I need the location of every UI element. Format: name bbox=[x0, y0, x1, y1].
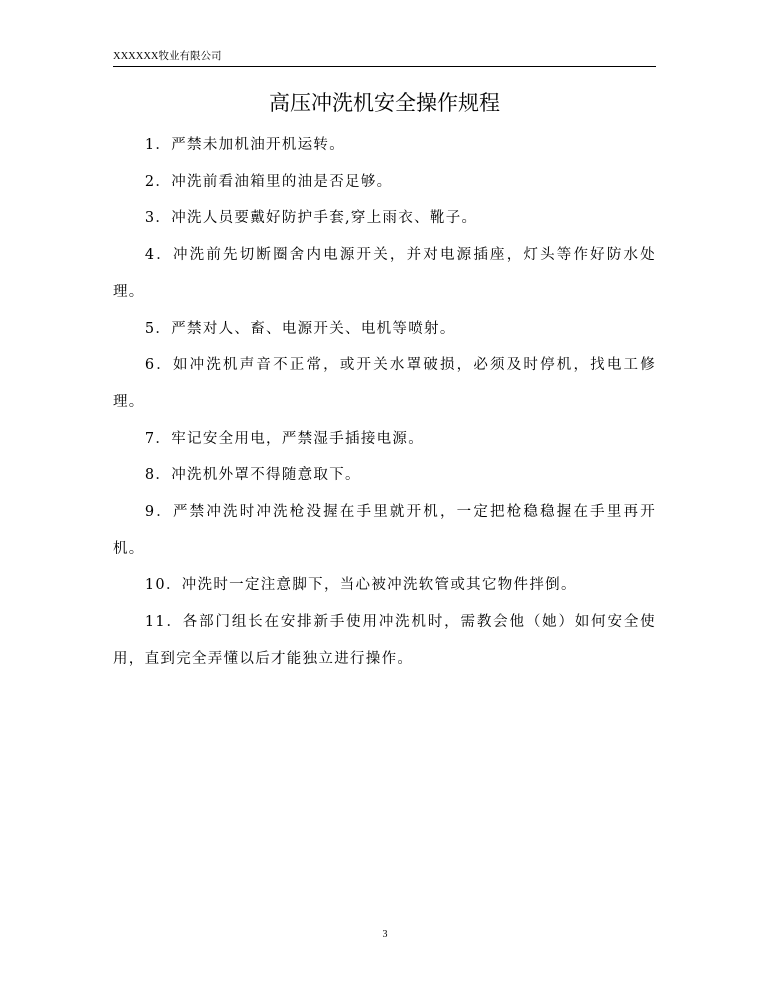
rule-paragraph-8: 8．冲洗机外罩不得随意取下。 bbox=[144, 467, 361, 484]
rule-paragraph-10: 10．冲洗时一定注意脚下，当心被冲洗软管或其它物件拌倒。 bbox=[144, 577, 577, 594]
rule-paragraph-3: 3．冲洗人员要戴好防护手套,穿上雨衣、靴子。 bbox=[144, 210, 478, 227]
page-header bbox=[113, 50, 656, 67]
rule-paragraph-1: 1．严禁未加机油开机运转。 bbox=[144, 137, 346, 153]
rule-paragraph-6: 6．如冲洗机声音不正常，或开关水罩破损，必须及时停机，找电工修理。 bbox=[113, 357, 656, 410]
rule-paragraph-7: 7．牢记安全用电，严禁湿手插接电源。 bbox=[144, 430, 425, 447]
rule-paragraph-9: 9．严禁冲洗时冲洗枪没握在手里就开机，一定把枪稳稳握在手里再开机。 bbox=[113, 504, 656, 557]
rule-paragraph-2: 2．冲洗前看油箱里的油是否足够。 bbox=[144, 173, 393, 190]
rule-paragraph-11: 11．各部门组长在安排新手使用冲洗机时，需教会他（她）如何安全使用，直到完全弄懂以后才能独立进行操作。 bbox=[113, 614, 656, 667]
company-name: XXXXXX牧业有限公司 bbox=[113, 51, 222, 62]
document-body bbox=[113, 127, 656, 678]
page-number: 3 bbox=[382, 929, 388, 940]
document-title: 高压冲洗机安全操作规程 bbox=[269, 91, 500, 115]
rule-paragraph-5: 5．严禁对人、畜、电源开关、电机等喷射。 bbox=[144, 320, 456, 337]
rule-paragraph-4: 4．冲洗前先切断圈舍内电源开关，并对电源插座，灯头等作好防水处理。 bbox=[113, 247, 656, 300]
